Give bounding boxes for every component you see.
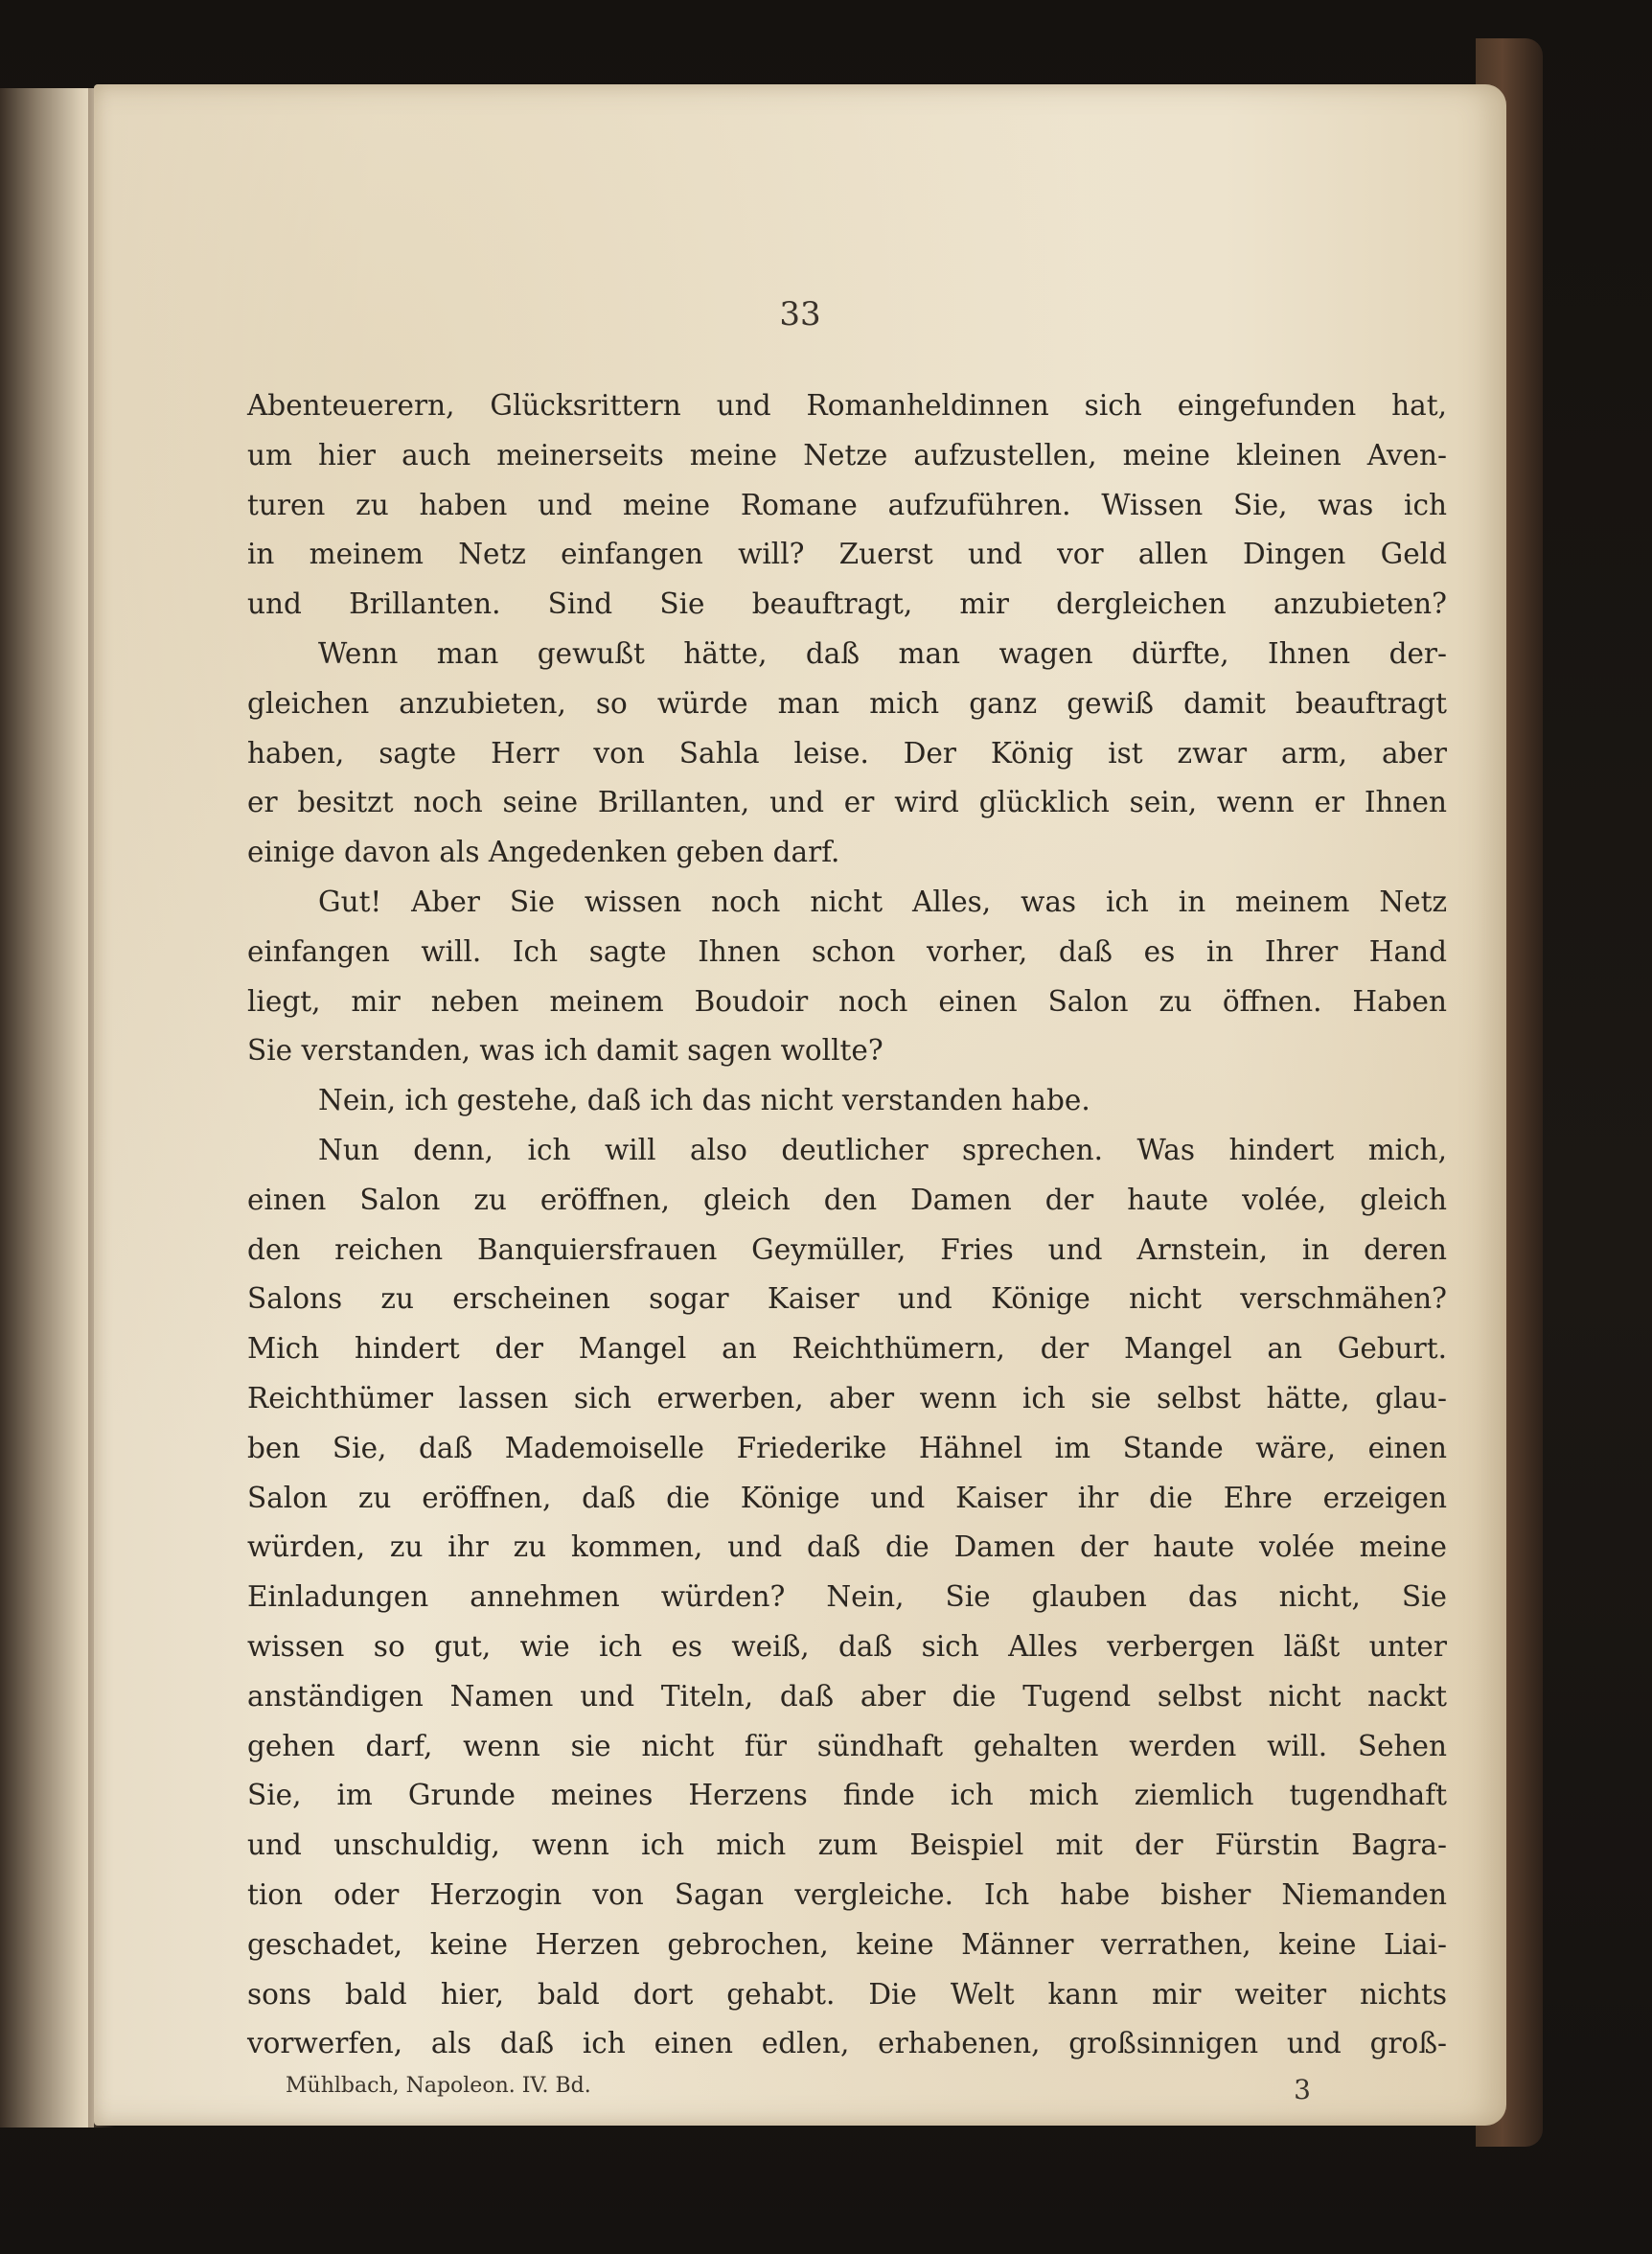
text-line: Reichthümer lassen sich erwerben, aber wenn ich sie selbst hätte, glau- <box>247 1381 1447 1414</box>
text-line: und Brillanten. Sind Sie beauftragt, mir dergleichen anzubieten? <box>247 587 1447 621</box>
sheet-number: 3 <box>1294 2074 1311 2105</box>
text-line: sons bald hier, bald dort gehabt. Die Welt kann mir weiter nichts <box>247 1977 1447 2011</box>
text-line: ben Sie, daß Mademoiselle Friederike Hähnel im Stande wäre, einen <box>247 1431 1447 1464</box>
text-line: den reichen Banquiersfrauen Geymüller, Fries und Arnstein, in deren <box>247 1232 1447 1266</box>
text-line: Wenn man gewußt hätte, daß man wagen dürfte, Ihnen der- <box>318 636 1447 670</box>
text-line: haben, sagte Herr von Sahla leise. Der König ist zwar arm, aber <box>247 736 1447 770</box>
text-line: geschadet, keine Herzen gebrochen, keine Männer verrathen, keine Liai- <box>247 1927 1447 1961</box>
text-line: und unschuldig, wenn ich mich zum Beispiel mit der Fürstin Bagra- <box>247 1828 1447 1862</box>
text-line: Sie verstanden, was ich damit sagen wollte? <box>247 1034 883 1068</box>
page-number: 33 <box>779 295 821 334</box>
text-line: gehen darf, wenn sie nicht für sündhaft gehalten werden will. Sehen <box>247 1729 1447 1762</box>
text-line: einige davon als Angedenken geben darf. <box>247 836 840 869</box>
text-line: Nein, ich gestehe, daß ich das nicht verstanden habe. <box>318 1084 1090 1117</box>
text-line: liegt, mir neben meinem Boudoir noch einen Salon zu öffnen. Haben <box>247 984 1447 1018</box>
text-line: turen zu haben und meine Romane aufzuführen. Wissen Sie, was ich <box>247 488 1447 521</box>
page-footer <box>286 2074 1311 2112</box>
facing-page-edge <box>0 88 94 2128</box>
footer-signature: Mühlbach, Napoleon. IV. Bd. <box>286 2074 591 2098</box>
text-line: wissen so gut, wie ich es weiß, daß sich Alles verbergen läßt unter <box>247 1629 1447 1663</box>
text-line: Mich hindert der Mangel an Reichthümern, der Mangel an Geburt. <box>247 1332 1447 1366</box>
text-line: würden, zu ihr zu kommen, und daß die Damen der haute volée meine <box>247 1530 1447 1564</box>
book-page <box>94 84 1506 2126</box>
text-line: Sie, im Grunde meines Herzens finde ich mich ziemlich tugendhaft <box>247 1779 1447 1812</box>
text-line: Abenteuerern, Glücksrittern und Romanheldinnen sich eingefunden hat, <box>247 389 1447 422</box>
text-line: einen Salon zu eröffnen, gleich den Damen der haute volée, gleich <box>247 1183 1447 1216</box>
text-line: um hier auch meinerseits meine Netze aufzustellen, meine kleinen Aven- <box>247 438 1447 472</box>
text-line: Einladungen annehmen würden? Nein, Sie glauben das nicht, Sie <box>247 1580 1447 1614</box>
text-line: Salons zu erscheinen sogar Kaiser und Könige nicht verschmähen? <box>247 1282 1447 1316</box>
body-text <box>247 381 1447 2069</box>
text-line: Nun denn, ich will also deutlicher sprechen. Was hindert mich, <box>318 1133 1447 1166</box>
text-line: gleichen anzubieten, so würde man mich ganz gewiß damit beauftragt <box>247 686 1447 720</box>
text-line: anständigen Namen und Titeln, daß aber die Tugend selbst nicht nackt <box>247 1679 1447 1713</box>
text-line: einfangen will. Ich sagte Ihnen schon vorher, daß es in Ihrer Hand <box>247 934 1447 968</box>
text-line: tion oder Herzogin von Sagan vergleiche. Ich habe bisher Niemanden <box>247 1877 1447 1911</box>
text-line: Gut! Aber Sie wissen noch nicht Alles, was ich in meinem Netz <box>318 885 1447 918</box>
text-line: vorwerfen, als daß ich einen edlen, erhabenen, großsinnigen und groß- <box>247 2027 1447 2060</box>
text-line: in meinem Netz einfangen will? Zuerst und vor allen Dingen Geld <box>247 538 1447 571</box>
text-line: Salon zu eröffnen, daß die Könige und Kaiser ihr die Ehre erzeigen <box>247 1481 1447 1514</box>
text-line: er besitzt noch seine Brillanten, und er wird glücklich sein, wenn er Ihnen <box>247 786 1447 819</box>
